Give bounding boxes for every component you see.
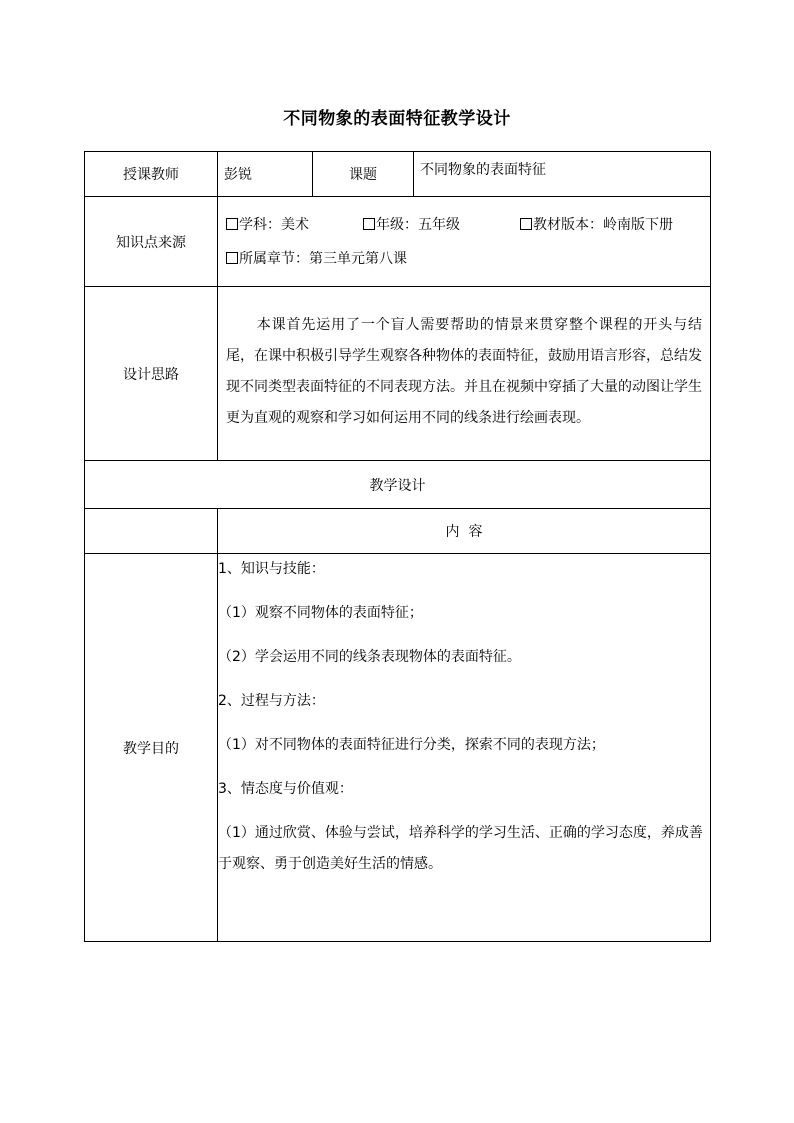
teacher-label-cell — [85, 152, 218, 197]
document-title: 不同物象的表面特征教学设计 — [283, 109, 511, 129]
topic-value-cell — [414, 152, 711, 197]
objective-line: （1）对不同物体的表面特征进行分类，探索不同的表现方法； — [218, 737, 605, 753]
section-heading-row — [85, 461, 711, 509]
source-label-cell — [85, 197, 218, 287]
content-heading: 内 容 — [445, 524, 483, 540]
teacher-label: 授课教师 — [123, 167, 179, 183]
design-idea-label-cell — [85, 287, 218, 461]
objective-line: （2）学会运用不同的线条表现物体的表面特征。 — [218, 649, 521, 665]
source-line-1 — [218, 208, 710, 242]
objective-line: 2、过程与方法： — [218, 693, 325, 709]
objective-line: 1、知识与技能： — [218, 561, 325, 577]
objectives-content-cell — [218, 554, 711, 942]
objective-line: 3、情态度与价值观： — [218, 781, 353, 797]
subject-item — [226, 208, 363, 242]
section-heading-cell — [85, 461, 711, 509]
design-idea-content-cell — [218, 287, 711, 461]
checkbox-icon — [226, 218, 238, 230]
teacher-name: 彭锐 — [224, 167, 252, 183]
section-heading: 教学设计 — [369, 477, 426, 494]
edition-item — [520, 208, 673, 242]
source-content-cell — [218, 197, 711, 287]
objectives-label: 教学目的 — [123, 740, 179, 757]
source-row — [85, 197, 711, 287]
objective-line: （1）观察不同物体的表面特征； — [218, 605, 423, 621]
checkbox-icon — [520, 218, 532, 230]
design-idea-row — [85, 287, 711, 461]
design-idea-text: 本课首先运用了一个盲人需要帮助的情景来贯穿整个课程的开头与结尾，在课中积极引导学生观察各种物体的表面特征，鼓励用语言形容，总结发现不同类型表面特征的不同表现方法。并且在视频中穿插了大量的动图让学生更为直观的观察和学习如何运用不同的线条进行绘画表现。 — [226, 317, 702, 426]
source-label: 知识点来源 — [116, 234, 186, 251]
checkbox-icon — [363, 218, 375, 230]
teacher-name-cell — [218, 152, 313, 197]
chapter-text: 所属章节：第三单元第八课 — [239, 250, 407, 267]
checkbox-icon — [226, 252, 238, 264]
content-heading-cell — [218, 509, 711, 554]
topic-label-cell — [313, 152, 414, 197]
lesson-plan-table — [84, 151, 711, 942]
design-idea-label: 设计思路 — [123, 366, 179, 383]
grade-item — [363, 208, 520, 242]
source-line-2 — [218, 242, 710, 276]
header-row — [85, 152, 711, 197]
objectives-row — [85, 554, 711, 942]
topic-value: 不同物象的表面特征 — [420, 162, 546, 178]
objective-line: （1）通过欣赏、体验与尝试，培养科学的学习生活、正确的学习态度，养成善于观察、勇于创造美好生活的情感。 — [218, 825, 703, 872]
topic-label: 课题 — [349, 167, 377, 183]
grade-text: 年级：五年级 — [376, 216, 460, 233]
objectives-label-cell — [85, 554, 218, 942]
content-heading-row — [85, 509, 711, 554]
subject-text: 学科：美术 — [239, 216, 309, 233]
empty-cell — [85, 509, 218, 554]
edition-text: 教材版本：岭南版下册 — [533, 216, 673, 233]
